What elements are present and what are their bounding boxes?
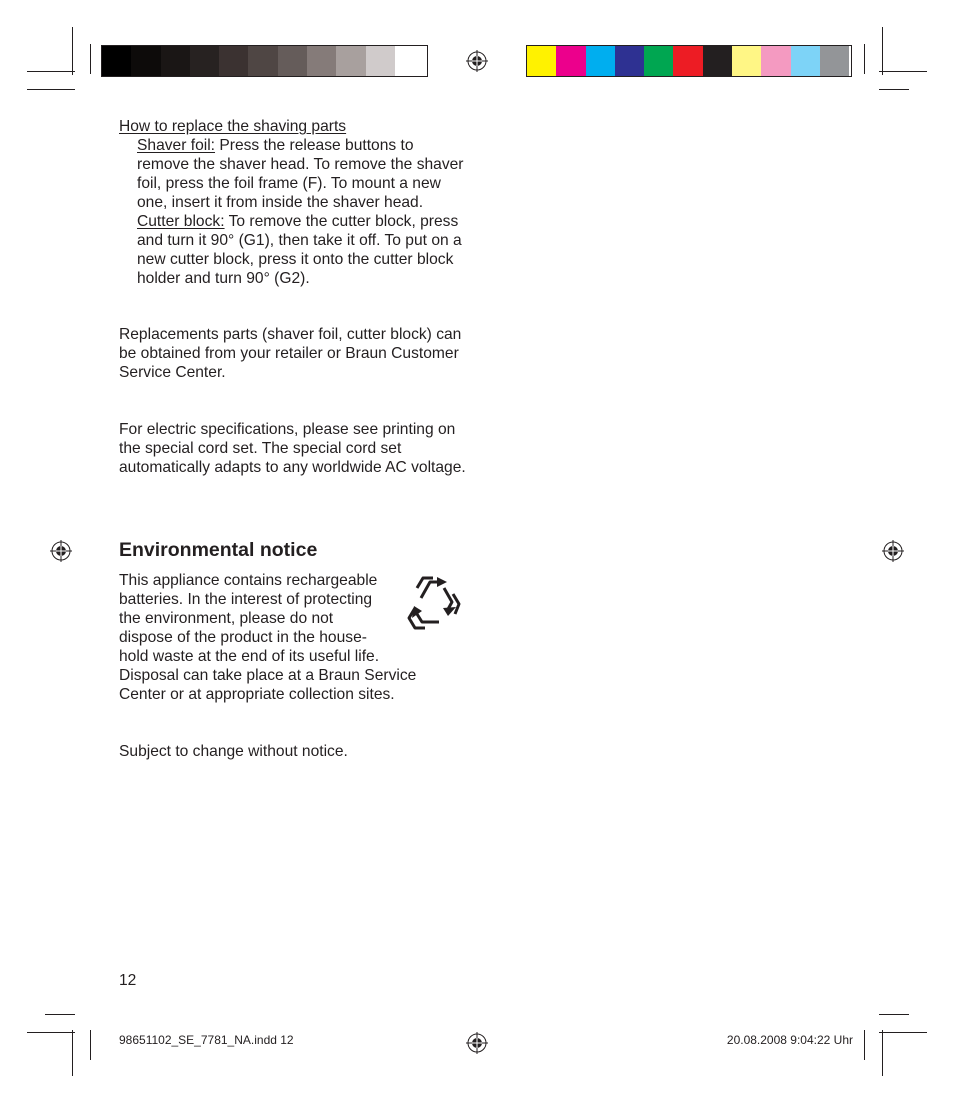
cutter-block-paragraph [119, 212, 469, 288]
crop-mark [879, 71, 927, 72]
crop-mark [882, 1030, 883, 1076]
color-swatch [527, 46, 556, 76]
crop-mark [27, 1032, 75, 1033]
shaver-foil-paragraph [119, 136, 469, 212]
shaver-foil-text: Press the release buttons to remove the shaver head. To remove the shaver foil, press the foil frame (F). To mount a new one, insert it from inside the shaver head. [137, 137, 464, 211]
crop-mark [879, 1032, 927, 1033]
environmental-line: dispose of the product in the house- [119, 629, 367, 646]
page-number: 12 [119, 972, 137, 989]
environmental-heading: Environmental notice [119, 539, 318, 561]
crop-mark [882, 27, 883, 75]
crop-mark [72, 27, 73, 75]
crop-mark [90, 1030, 91, 1060]
color-swatch [102, 46, 131, 76]
color-swatch [732, 46, 761, 76]
color-swatch [761, 46, 790, 76]
cutter-block-text: To remove the cutter block, press and turn it 90° (G1), then take it off. To put on a new cutter block, press it onto the cutter block holder and turn 90° (G2). [137, 213, 462, 287]
color-swatch [131, 46, 160, 76]
color-swatch [395, 46, 424, 76]
environmental-line: Disposal can take place at a Braun Service [119, 667, 417, 684]
environmental-line: hold waste at the end of its useful life. [119, 648, 380, 665]
replace-parts-heading: How to replace the shaving parts [119, 118, 347, 135]
registration-mark-icon [882, 540, 904, 562]
crop-mark [864, 44, 865, 74]
registration-mark-icon [50, 540, 72, 562]
replacements-paragraph: Replacements parts (shaver foil, cutter block) can be obtained from your retailer or Braun Customer Service Center. [119, 326, 462, 381]
color-swatch [644, 46, 673, 76]
color-swatch [820, 46, 849, 76]
slug-timestamp: 20.08.2008 9:04:22 Uhr [726, 1033, 853, 1047]
registration-mark-icon [466, 1032, 488, 1054]
color-swatch [673, 46, 702, 76]
recycle-icon [403, 574, 465, 634]
color-swatch [219, 46, 248, 76]
color-swatch [791, 46, 820, 76]
replace-parts-section [119, 117, 469, 288]
shaver-foil-label: Shaver foil: [137, 137, 216, 154]
crop-mark [27, 89, 75, 90]
color-swatch [161, 46, 190, 76]
color-swatch [556, 46, 585, 76]
color-swatch [366, 46, 395, 76]
color-swatch [190, 46, 219, 76]
registration-mark-icon [466, 50, 488, 72]
color-swatch [336, 46, 365, 76]
process-color-bar [526, 45, 852, 77]
cutter-block-label: Cutter block: [137, 213, 225, 230]
crop-mark [72, 1030, 73, 1076]
color-swatch [586, 46, 615, 76]
electric-spec-paragraph: For electric specifications, please see printing on the special cord set. The special cord set automatically adapts to any worldwide AC voltage. [119, 421, 466, 476]
color-swatch [615, 46, 644, 76]
crop-mark [879, 1014, 909, 1015]
crop-mark [45, 1014, 75, 1015]
slug-filename: 98651102_SE_7781_NA.indd 12 [119, 1033, 294, 1047]
grayscale-color-bar [101, 45, 428, 77]
crop-mark [879, 89, 909, 90]
environmental-line: the environment, please do not [119, 610, 334, 627]
subject-to-change: Subject to change without notice. [119, 743, 348, 760]
color-swatch [278, 46, 307, 76]
crop-mark [90, 44, 91, 74]
environmental-line: batteries. In the interest of protecting [119, 591, 373, 608]
environmental-line: Center or at appropriate collection sites. [119, 686, 395, 703]
crop-mark [27, 71, 75, 72]
environmental-line: This appliance contains rechargeable [119, 572, 378, 589]
color-swatch [307, 46, 336, 76]
crop-mark [864, 1030, 865, 1060]
color-swatch [703, 46, 732, 76]
color-swatch [248, 46, 277, 76]
